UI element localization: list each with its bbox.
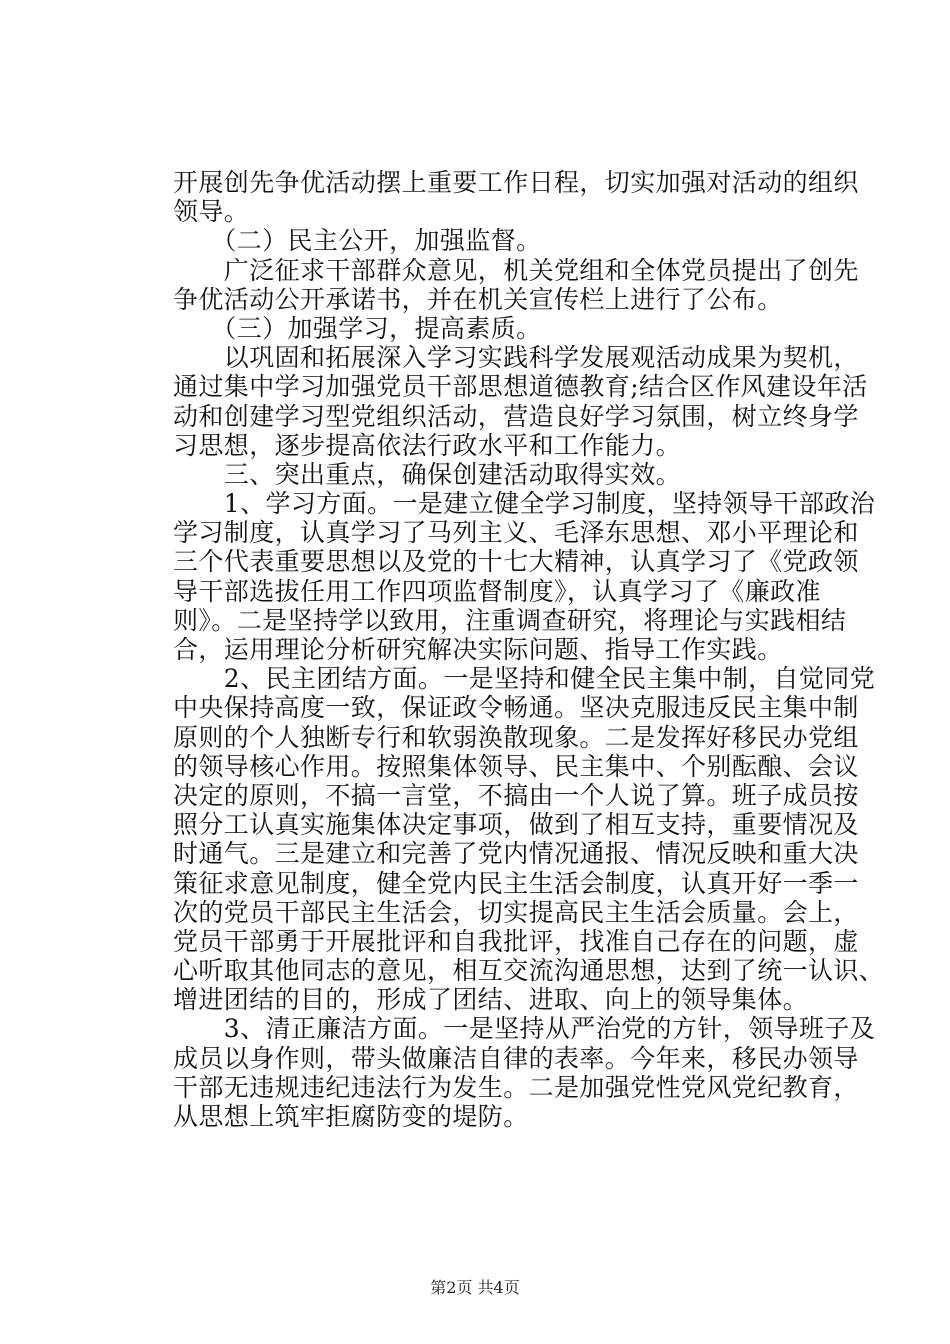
text-line: 通过集中学习加强党员干部思想道德教育;结合区作风建设年活 <box>173 372 868 402</box>
text-line: 从思想上筑牢拒腐防变的堤防。 <box>173 1102 529 1131</box>
text-line: 策征求意见制度，健全党内民主生活会制度，认真开好一季一 <box>173 868 859 898</box>
document-body <box>173 168 885 1131</box>
text-line: 3、清正廉洁方面。一是坚持从严治党的方针，领导班子及 <box>173 1014 876 1044</box>
text-line: 决定的原则，不搞一言堂，不搞由一个人说了算。班子成员按 <box>173 780 859 810</box>
text-line: 以巩固和拓展深入学习实践科学发展观活动成果为契机， <box>173 343 859 373</box>
text-line: 心听取其他同志的意见，相互交流沟通思想，达到了统一认识、 <box>173 956 885 986</box>
text-line: 成员以身作则，带头做廉洁自律的表率。今年来，移民办领导 <box>173 1043 859 1073</box>
section-heading: 三、突出重点，确保创建活动取得实效。 <box>173 459 682 489</box>
section-heading: （二）民主公开，加强监督。 <box>173 226 542 256</box>
text-line: 则》。二是坚持学以致用，注重调查研究，将理论与实践相结 <box>173 605 847 635</box>
text-line: 中央保持高度一致，保证政令畅通。坚决克服违反民主集中制 <box>173 693 859 723</box>
text-line: 1、学习方面。一是建立健全学习制度，坚持领导干部政治 <box>173 489 876 519</box>
text-line: 争优活动公开承诺书，并在机关宣传栏上进行了公布。 <box>173 284 783 314</box>
text-line: 合，运用理论分析研究解决实际问题、指导工作实践。 <box>173 635 783 664</box>
text-line: 次的党员干部民主生活会，切实提高民主生活会质量。会上， <box>173 897 859 927</box>
text-line: 原则的个人独断专行和软弱涣散现象。二是发挥好移民办党组 <box>173 722 859 752</box>
text-line: 广泛征求干部群众意见，机关党组和全体党员提出了创先 <box>173 255 859 285</box>
page-number-footer: 第2页 共4页 <box>430 1278 520 1297</box>
text-line: 党员干部勇于开展批评和自我批评，找准自己存在的问题，虚 <box>173 926 859 956</box>
text-line: 的领导核心作用。按照集体领导、民主集中、个别酝酿、会议 <box>173 751 859 781</box>
text-line: 三个代表重要思想以及党的十七大精神，认真学习了《党政领 <box>173 547 859 577</box>
text-line: 照分工认真实施集体决定事项，做到了相互支持，重要情况及 <box>173 810 859 840</box>
text-line: 领导。 <box>173 197 250 227</box>
text-line: 学习制度，认真学习了马列主义、毛泽东思想、邓小平理论和 <box>173 518 859 548</box>
text-line: 增进团结的目的，形成了团结、进取、向上的领导集体。 <box>173 985 809 1015</box>
text-line: 2、民主团结方面。一是坚持和健全民主集中制，自觉同党 <box>173 664 876 694</box>
text-line: 动和创建学习型党组织活动，营造良好学习氛围，树立终身学 <box>173 401 859 431</box>
text-line: 导干部选拔任用工作四项监督制度》，认真学习了《廉政准 <box>173 576 821 606</box>
section-heading: （三）加强学习，提高素质。 <box>173 313 542 343</box>
text-line: 开展创先争优活动摆上重要工作日程，切实加强对活动的组织 <box>173 168 859 197</box>
text-line: 干部无违规违纪违法行为发生。二是加强党性党风党纪教育， <box>173 1072 859 1102</box>
text-line: 时通气。三是建立和完善了党内情况通报、情况反映和重大决 <box>173 839 859 869</box>
text-line: 习思想，逐步提高依法行政水平和工作能力。 <box>173 430 682 460</box>
